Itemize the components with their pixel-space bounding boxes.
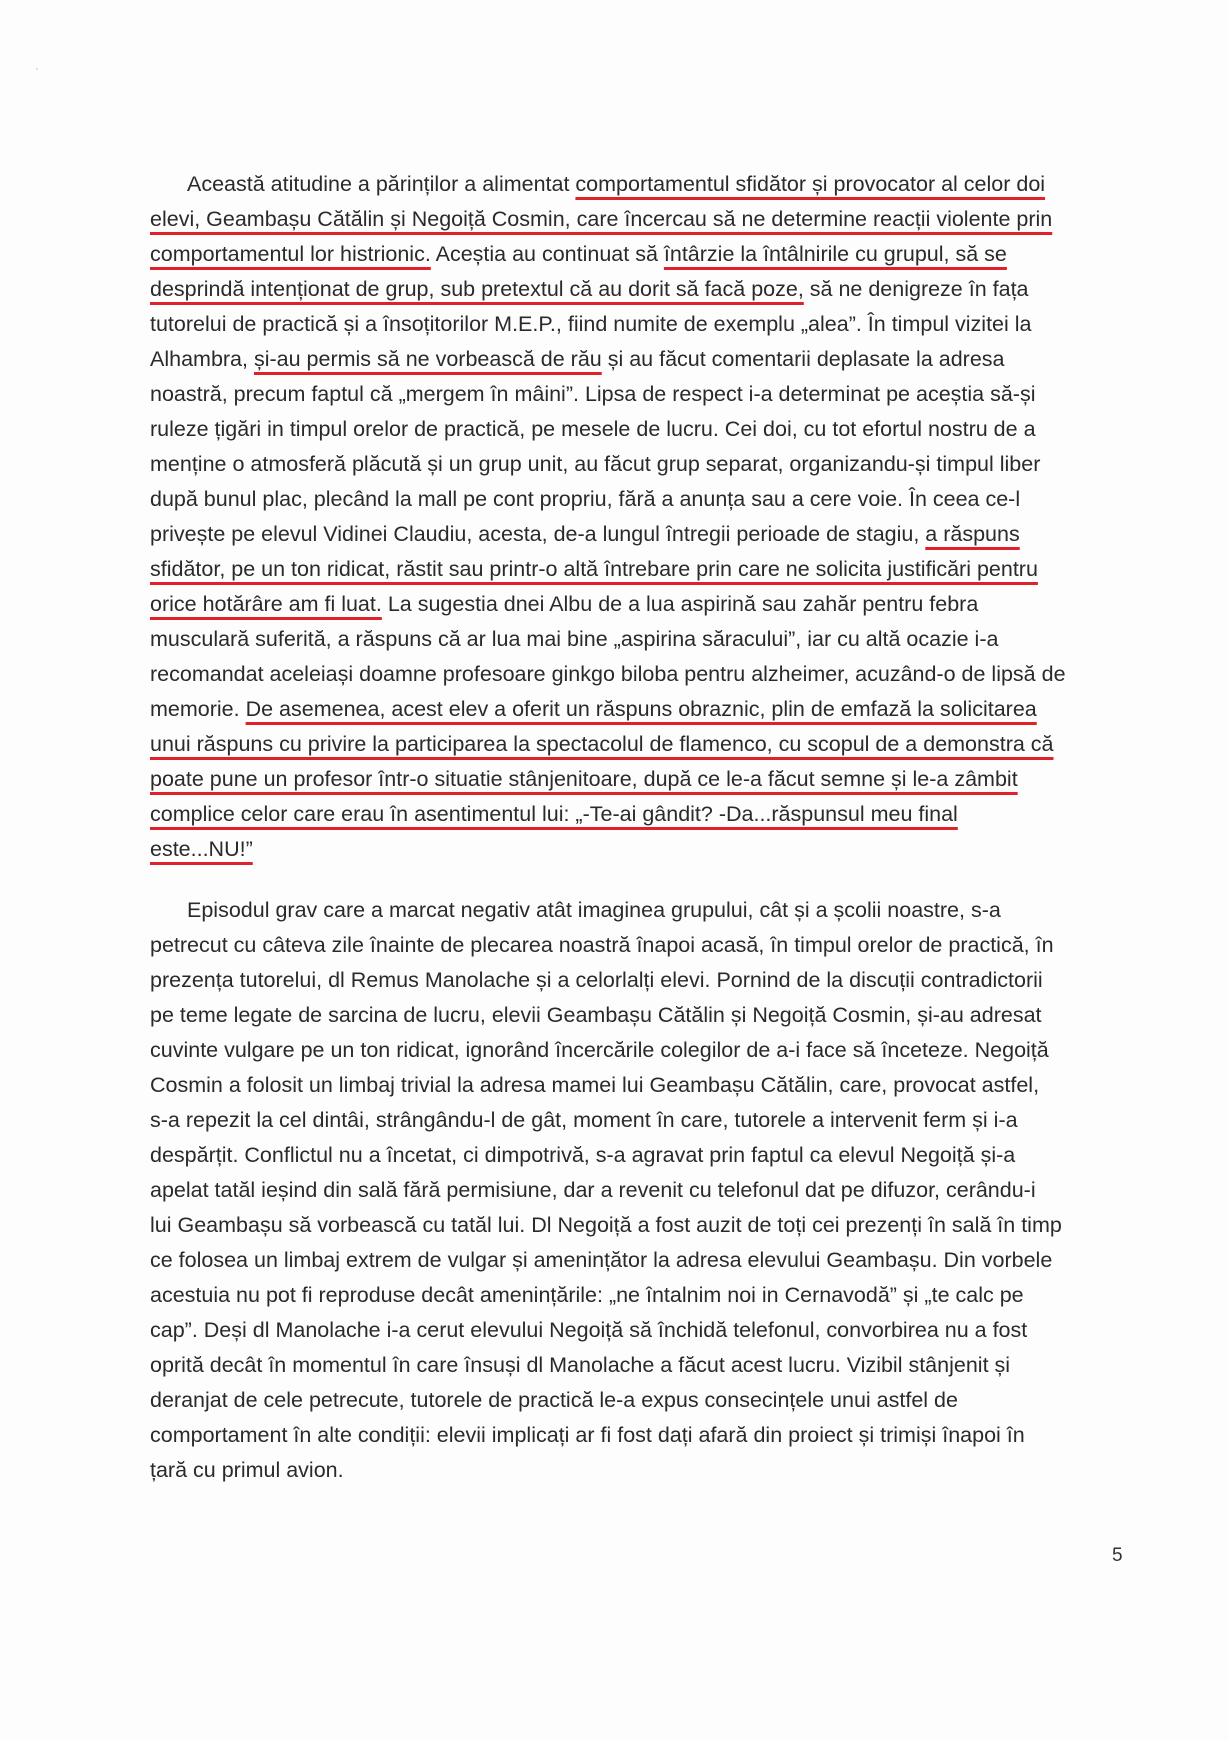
text-line — [150, 998, 1128, 1033]
text-line — [150, 1068, 1128, 1103]
text-line — [150, 1243, 1128, 1278]
text-line — [150, 1453, 1128, 1488]
text-line — [150, 237, 1128, 272]
text-segment: musculară suferită, a răspuns că ar lua mai bine „aspirina săracului”, iar cu altă ocazie i-a — [150, 627, 999, 651]
underlined-text: desprindă intenționat de grup, sub pretextul că au dorit să facă poze, — [150, 277, 804, 301]
text-segment: ce folosea un limbaj extrem de vulgar și amenințător la adresa elevului Geambașu. Din vorbele — [150, 1248, 1053, 1272]
text-line — [150, 692, 1128, 727]
text-line — [150, 412, 1128, 447]
text-line — [150, 893, 1128, 928]
text-segment: oprită decât în momentul în care însuși dl Manolache a făcut acest lucru. Vizibil stânjenit și — [150, 1353, 1011, 1377]
text-line — [150, 1348, 1128, 1383]
text-line — [150, 377, 1128, 412]
text-line — [150, 1418, 1128, 1453]
text-line — [150, 1313, 1128, 1348]
underlined-text: și-au permis să ne vorbească de rău — [253, 347, 602, 371]
text-segment: menține o atmosferă plăcută și un grup unit, au făcut grup separat, organizandu-și timpul liber — [150, 452, 1041, 476]
text-segment: tutorelui de practică și a însoțitorilor M.E.P., fiind numite de exemplu „alea”. În timpul vizitei la — [150, 312, 1032, 336]
text-line — [150, 832, 1128, 867]
underlined-text: a răspuns — [925, 522, 1020, 546]
text-line — [150, 1103, 1128, 1138]
text-segment: despărțit. Conflictul nu a încetat, ci dimpotrivă, s-a agravat prin faptul ca elevul Negoiță și-a — [150, 1143, 1016, 1167]
text-segment: Aceștia au continuat să — [430, 242, 664, 266]
text-segment: Alhambra, — [150, 347, 254, 371]
text-line — [150, 622, 1128, 657]
text-line — [150, 1208, 1128, 1243]
text-line — [150, 1138, 1128, 1173]
underlined-text: De asemenea, acest elev a oferit un răspuns obraznic, plin de emfază la solicitarea — [245, 697, 1037, 721]
text-line — [150, 1383, 1128, 1418]
text-line — [150, 272, 1128, 307]
text-line — [150, 517, 1128, 552]
text-segment: deranjat de cele petrecute, tutorele de practică le-a expus consecințele unui astfel de — [150, 1388, 958, 1412]
text-segment: privește pe elevul Vidinei Claudiu, acesta, de-a lungul întregii perioade de stagiu, — [150, 522, 926, 546]
underlined-text: întârzie la întâlnirile cu grupul, să se — [663, 242, 1007, 266]
text-line — [150, 762, 1128, 797]
text-segment: țară cu primul avion. — [150, 1458, 344, 1482]
text-segment: lui Geambașu să vorbească cu tatăl lui. Dl Negoiță a fost auzit de toți cei prezenți în sală în timp — [150, 1213, 1062, 1237]
text-line — [150, 727, 1128, 762]
text-line — [150, 1033, 1128, 1068]
text-segment: petrecut cu câteva zile înainte de plecarea noastră înapoi acasă, în timpul orelor de practică, în — [150, 933, 1054, 957]
underlined-text: unui răspuns cu privire la participarea la spectacolul de flamenco, cu scopul de a demonstra că — [150, 732, 1054, 756]
text-line — [150, 928, 1128, 963]
text-segment: după bunul plac, plecând la mall pe cont propriu, fără a anunța sau a cere voie. În ceea ce-l — [150, 487, 1021, 511]
text-segment: să ne denigreze în fața — [803, 277, 1029, 301]
text-line — [150, 447, 1128, 482]
underlined-text: elevi, Geambașu Cătălin și Negoiță Cosmin, care încercau să ne determine reacții violente prin — [150, 207, 1053, 231]
underlined-text: sfidător, pe un ton ridicat, răstit sau printr-o altă întrebare prin care ne solicita justificări pentru — [150, 557, 1038, 581]
text-line — [150, 342, 1128, 377]
paragraph-behavior — [150, 167, 1128, 867]
text-line — [150, 482, 1128, 517]
text-segment: acestuia nu pot fi reproduse decât amenințările: „ne întalnim noi in Cernavodă” și „te calc pe — [150, 1283, 1024, 1307]
text-line — [150, 587, 1128, 622]
text-segment: ruleze țigări in timpul orelor de practică, pe mesele de lucru. Cei doi, cu tot efortul nostru de a — [150, 417, 1036, 441]
text-line — [150, 1173, 1128, 1208]
text-line — [150, 657, 1128, 692]
text-line — [150, 167, 1128, 202]
page-number: 5 — [1112, 1545, 1123, 1566]
text-segment: cap”. Deși dl Manolache i-a cerut elevului Negoiță să închidă telefonul, convorbirea nu a fost — [150, 1318, 1028, 1342]
text-segment: prezența tutorelui, dl Remus Manolache și a celorlalți elevi. Pornind de la discuții contradictorii — [150, 968, 1043, 992]
underlined-text: poate pune un profesor într-o situatie stânjenitoare, după ce le-a făcut semne și le-a zâmbit — [150, 767, 1018, 791]
text-segment: pe teme legate de sarcina de lucru, elevii Geambașu Cătălin și Negoiță Cosmin, și-au adresat — [150, 1003, 1042, 1027]
text-segment: apelat tatăl ieșind din sală fără permisiune, dar a revenit cu telefonul dat pe difuzor, cerându-i — [150, 1178, 1036, 1202]
text-line — [150, 202, 1128, 237]
underlined-text: comportamentul sfidător și provocator al celor doi — [575, 172, 1046, 196]
underlined-text: complice celor care erau în asentimentul lui: „-Te-ai gândit? -Da...răspunsul meu final — [150, 802, 958, 826]
text-segment: recomandat aceleiași doamne profesoare ginkgo biloba pentru alzheimer, acuzând-o de lipsă de — [150, 662, 1066, 686]
text-line — [150, 797, 1128, 832]
text-segment: La sugestia dnei Albu de a lua aspirină sau zahăr pentru febra — [381, 592, 979, 616]
text-segment: cuvinte vulgare pe un ton ridicat, ignorând încercările colegilor de a-i face să înceteze. Negoiță — [150, 1038, 1049, 1062]
text-segment: Cosmin a folosit un limbaj trivial la adresa mamei lui Geambașu Cătălin, care, provocat astfel, — [150, 1073, 1040, 1097]
text-line — [150, 307, 1128, 342]
text-segment: s-a repezit la cel dintâi, strângându-l de gât, moment în care, tutorele a intervenit ferm și i-a — [150, 1108, 1018, 1132]
underlined-text: orice hotărâre am fi luat. — [150, 592, 382, 616]
text-segment: și au făcut comentarii deplasate la adresa — [601, 347, 1005, 371]
scan-artifact — [36, 68, 38, 70]
text-segment: Episodul grav care a marcat negativ atât imaginea grupului, cât și a școlii noastre, s-a — [187, 898, 1001, 922]
text-segment: Această atitudine a părinților a alimentat — [187, 172, 576, 196]
text-line — [150, 552, 1128, 587]
text-segment: comportament în alte condiții: elevii implicați ar fi fost dați afară din proiect și trimiși înapoi în — [150, 1423, 1025, 1447]
text-line — [150, 1278, 1128, 1313]
text-line — [150, 963, 1128, 998]
underlined-text: comportamentul lor histrionic. — [150, 242, 431, 266]
underlined-text: este...NU!” — [150, 837, 253, 861]
paragraph-incident — [150, 893, 1128, 1488]
text-segment: noastră, precum faptul că „mergem în mâini”. Lipsa de respect i-a determinat pe aceștia să-și — [150, 382, 1036, 406]
text-segment: memorie. — [150, 697, 246, 721]
